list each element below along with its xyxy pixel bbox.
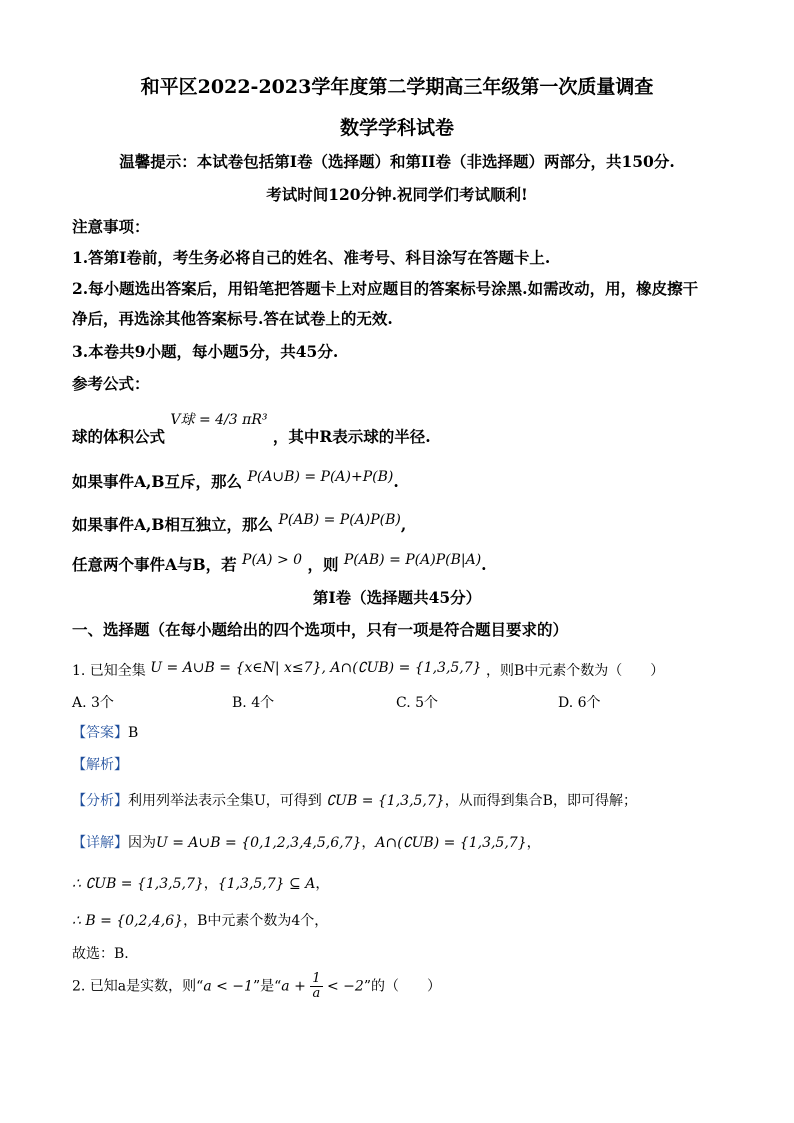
q2-mid: ”是“	[252, 978, 282, 995]
analysis-tag: 【解析】	[72, 757, 128, 773]
step1-formula-2: {1,3,5,7} ⊆ A	[217, 876, 316, 892]
q2-fraction	[310, 972, 322, 1001]
formula-conditional-prefix: 任意两个事件A与B，若	[72, 555, 237, 574]
q1-step-1: ∴ ∁UB = {1,3,5,7}，{1,3,5,7} ⊆ A，	[72, 876, 330, 892]
q2-stem	[72, 972, 441, 1001]
answer-value: B	[128, 725, 139, 741]
q2-cond-1: a < −1	[203, 978, 253, 995]
detail-formula-2: A∩(∁UB) = {1,3,5,7}	[375, 835, 527, 851]
q1-option-a: A. 3个	[72, 695, 114, 711]
time-text: 考试时间120分钟.祝同学们考试顺利!	[266, 185, 528, 204]
q1-stem-set: U = A∪B = {x∈N| x≤7}, A∩(∁UB) = {1,3,5,7}	[150, 660, 482, 676]
formula-independent: 如果事件A,B相互独立，那么 P(AB) = P(A)P(B),	[72, 512, 407, 534]
detail-end: ，	[526, 835, 541, 851]
detail-sep: ，	[361, 835, 376, 851]
formula-sphere-suffix: ，其中R表示球的半径.	[272, 427, 431, 446]
q2-frac-num: 1	[312, 971, 321, 986]
formula-conditional-cond: P(A) > 0	[242, 552, 303, 568]
q1-conclusion: 故选：B.	[72, 946, 129, 962]
step2-text: ，B中元素个数为4个，	[183, 913, 329, 929]
formula-sphere-prefix: 球的体积公式	[72, 427, 166, 446]
note-item-1: 1.答第I卷前，考生务必将自己的姓名、准考号、科目涂写在答题卡上.	[72, 248, 551, 267]
formula-conditional-expr: P(AB) = P(A)P(B|A)	[343, 552, 482, 568]
q2-suffix: ”的（ ）	[363, 978, 441, 995]
q1-fenxi	[72, 790, 637, 810]
formula-exclusive-expr: P(A∪B) = P(A)+P(B)	[247, 469, 394, 485]
formula-exclusive-prefix: 如果事件A,B互斥，那么	[72, 472, 243, 491]
detail-formula-1: U = A∪B = {0,1,2,3,4,5,6,7}	[156, 835, 362, 851]
q1-option-c: C. 5个	[396, 695, 439, 711]
q1-option-d: D. 6个	[558, 695, 601, 711]
q1-stem	[72, 660, 664, 680]
detail-text-a: 因为	[128, 835, 156, 851]
formula-sphere	[72, 412, 431, 447]
exam-title: 和平区2022-2023学年度第二学期高三年级第一次质量调查	[140, 76, 654, 98]
tip-text: 温馨提示：本试卷包括第I卷（选择题）和第II卷（非选择题）两部分，共150分.	[119, 152, 675, 171]
q1-detail	[72, 832, 541, 852]
answer-tag: 【答案】	[72, 725, 128, 741]
q1-step-2	[72, 910, 328, 930]
formula-independent-prefix: 如果事件A,B相互独立，那么	[72, 515, 274, 534]
notes-heading: 注意事项：	[72, 217, 150, 236]
q1-stem-suffix: ，则B中元素个数为（ ）	[486, 663, 665, 679]
formula-conditional: 任意两个事件A与B，若 P(A) > 0 ，则 P(AB) = P(A)P(B|A).	[72, 552, 487, 574]
note-item-2a: 2.每小题选出答案后，用铅笔把答题卡上对应题目的答案标号涂黑.如需改动，用，橡皮擦干	[72, 279, 699, 298]
exam-subtitle: 数学学科试卷	[339, 117, 454, 139]
fenxi-text-a: 利用列举法表示全集U，可得到	[128, 793, 322, 809]
q2-prefix: 2. 已知a是实数，则“	[72, 978, 204, 995]
step2-formula: ∴ B = {0,2,4,6}	[72, 913, 184, 929]
q1-option-b: B. 4个	[232, 695, 275, 711]
fenxi-formula: ∁UB = {1,3,5,7}	[326, 793, 445, 809]
formula-exclusive: 如果事件A,B互斥，那么 P(A∪B) = P(A)+P(B).	[72, 469, 399, 491]
section-heading: 一、选择题（在每小题给出的四个选项中，只有一项是符合题目要求的）	[72, 620, 569, 639]
q2-cond-2b: < −2	[326, 978, 364, 995]
q1-answer	[72, 722, 138, 742]
fenxi-tag: 【分析】	[72, 793, 128, 809]
part1-heading: 第I卷（选择题共45分）	[312, 588, 482, 607]
note-item-2b: 净后，再选涂其他答案标号.答在试卷上的无效.	[72, 309, 393, 328]
formula-heading: 参考公式：	[72, 374, 150, 393]
formula-sphere-expr: V球 = 4/3 πR³	[170, 412, 268, 428]
formula-independent-expr: P(AB) = P(A)P(B)	[278, 512, 401, 528]
q2-frac-den: a	[312, 986, 321, 1001]
q2-cond-2a: a +	[281, 978, 306, 995]
formula-conditional-mid: ，则	[307, 555, 339, 574]
note-item-3: 3.本卷共9小题，每小题5分，共45分.	[72, 342, 339, 361]
q1-stem-prefix: 1. 已知全集	[72, 663, 146, 679]
step1-formula: ∴ ∁UB = {1,3,5,7}	[72, 876, 204, 892]
fenxi-text-b: ，从而得到集合B，即可得解；	[444, 793, 637, 809]
detail-tag: 【详解】	[72, 835, 128, 851]
step1-end: ，	[315, 876, 330, 892]
